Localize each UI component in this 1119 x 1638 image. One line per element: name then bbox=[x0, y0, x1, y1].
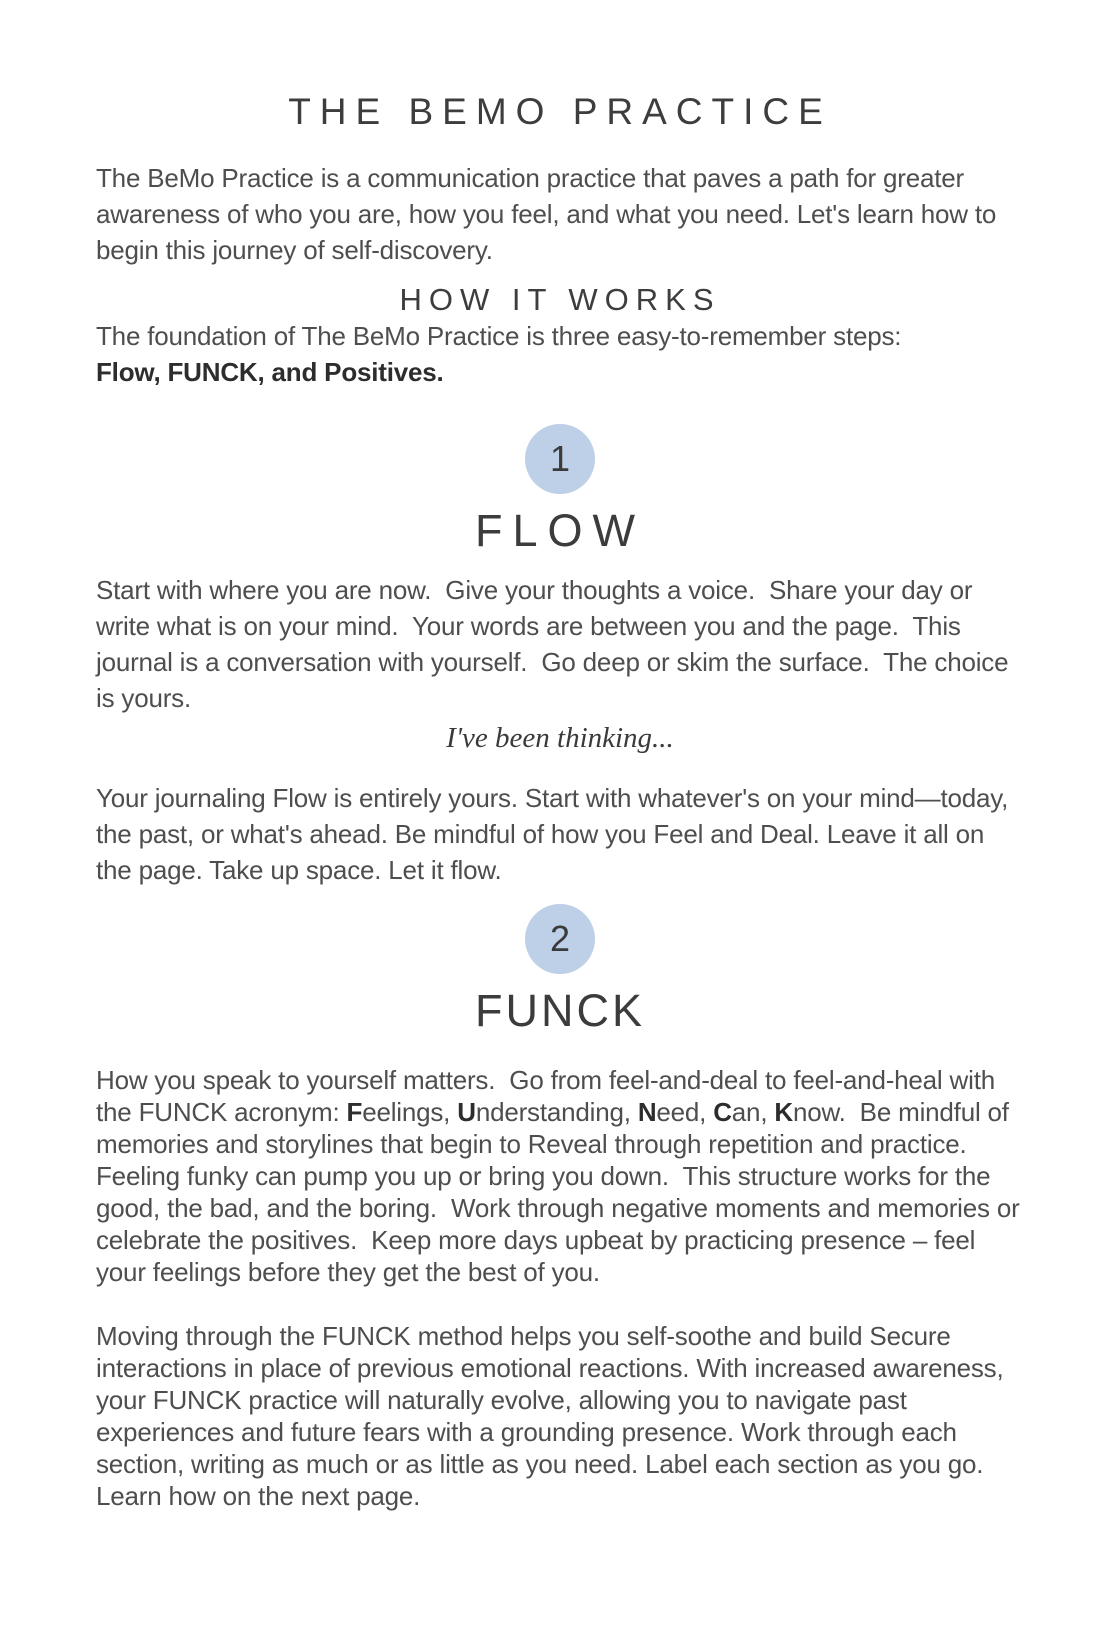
handwritten-prompt: I've been thinking... bbox=[446, 722, 674, 754]
funck-paragraph-2: Moving through the FUNCK method helps you self-soothe and build Secure interactions in place of previous emotional reactions. With increased awareness, your FUNCK practice will naturally evolve, allowing you to navigate past experiences and future fears with a grounding presence. Work through each section, writing as much or as little as you need. Label each section as you go. Learn how on the next page. bbox=[96, 1321, 1011, 1511]
page-title: THE BEMO PRACTICE bbox=[288, 91, 832, 132]
flow-paragraph-1: Start with where you are now. Give your thoughts a voice. Share your day or write what is on your mind. Your words are between you and the page. This journal is a conversation with yourself. Go deep or skim the surface. The choice is yours. bbox=[96, 575, 1016, 713]
step-1-number-badge bbox=[525, 424, 595, 494]
funck-p1-seg1: eelings, bbox=[362, 1097, 458, 1127]
funck-p1-seg3: eed, bbox=[656, 1097, 714, 1127]
how-it-works-heading: HOW IT WORKS bbox=[399, 282, 721, 317]
step-2-number-badge bbox=[525, 904, 595, 974]
step-2-number: 2 bbox=[549, 918, 571, 959]
funck-p1-seg4: an, bbox=[731, 1097, 775, 1127]
flow-heading: FLOW bbox=[475, 505, 645, 556]
funck-heading: FUNCK bbox=[475, 985, 645, 1036]
funck-acronym-c: C bbox=[713, 1097, 732, 1127]
intro-paragraph: The BeMo Practice is a communication practice that paves a path for greater awareness of who you are, how you feel, and what you need. Let's learn how to begin this journey of self-discovery. bbox=[96, 163, 1004, 265]
step-1-number: 1 bbox=[549, 438, 571, 479]
funck-p1-seg0: How you speak to yourself matters. Go from feel-and-deal to feel-and-heal with the FUNCK acronym: bbox=[96, 1065, 1003, 1127]
funck-acronym-u: U bbox=[457, 1097, 476, 1127]
funck-acronym-n: N bbox=[637, 1097, 657, 1127]
how-it-works-paragraph bbox=[96, 318, 1024, 390]
how-it-works-line1: The foundation of The BeMo Practice is three easy-to-remember steps: bbox=[96, 321, 902, 351]
flow-paragraph-2: Your journaling Flow is entirely yours. Start with whatever's on your mind—today, the past, or what's ahead. Be mindful of how you Feel and Deal. Leave it all on the page. Take up space. Let it flow. bbox=[96, 783, 1016, 885]
funck-p1-seg2: nderstanding, bbox=[475, 1097, 638, 1127]
three-steps-bold: Flow, FUNCK, and Positives. bbox=[96, 357, 444, 387]
funck-acronym-f: F bbox=[346, 1097, 363, 1127]
funck-acronym-k: K bbox=[774, 1097, 793, 1127]
funck-p1-seg5: now. Be mindful of memories and storylines that begin to Reveal through repetition and practice. Feeling funky can pump you up or bring you down. This structure works for the good, the bad, and the boring. Work through negative moments and memories or celebrate the positives. Keep more days upbeat by practicing presence – feel your feelings before they get the best of you. bbox=[96, 1097, 1027, 1287]
funck-paragraph-1 bbox=[96, 1064, 1027, 1288]
